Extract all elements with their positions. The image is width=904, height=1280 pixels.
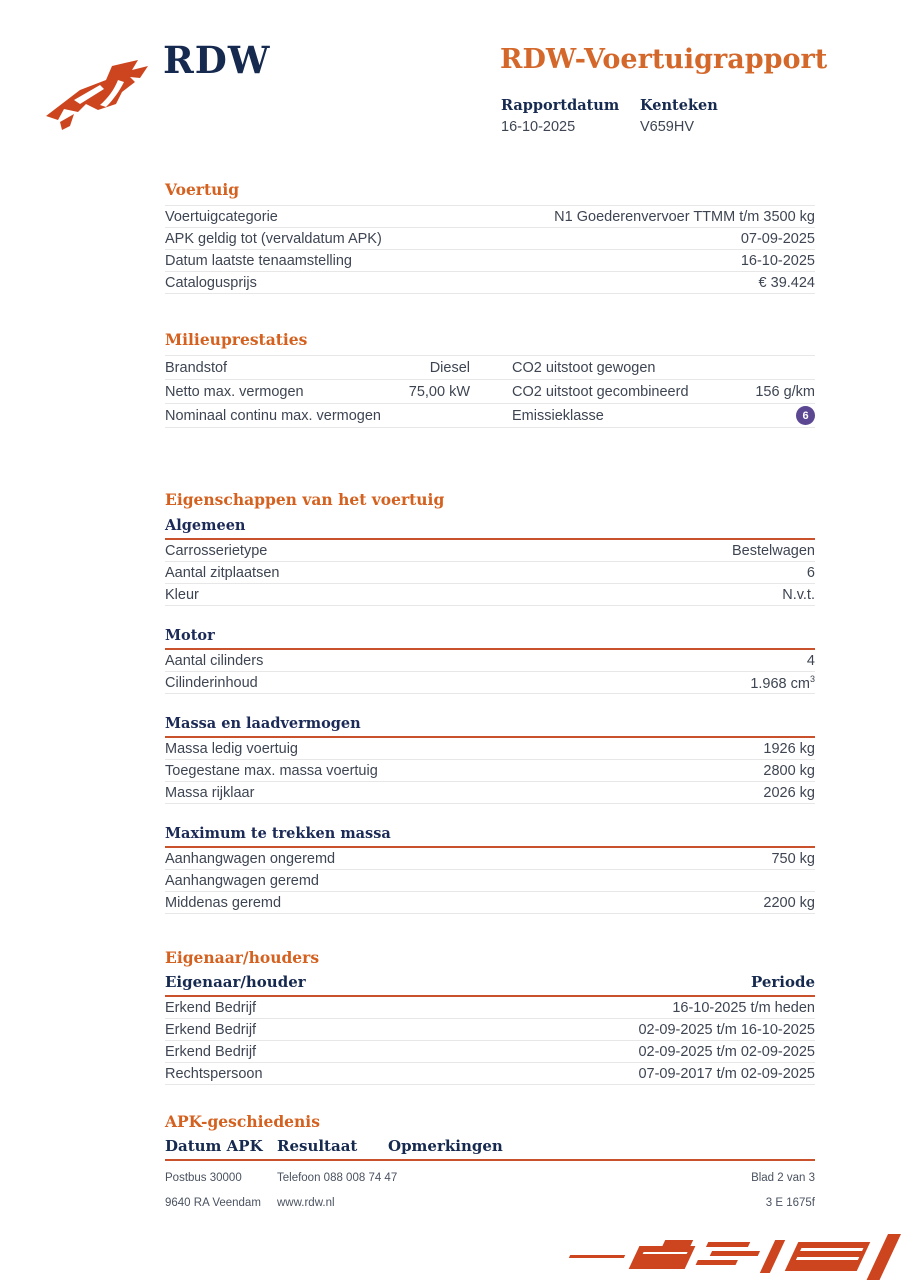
section-apk bbox=[165, 1112, 815, 1161]
rdw-logo-text: RDW bbox=[163, 38, 271, 82]
table-row bbox=[165, 1041, 815, 1063]
subsection-trekken bbox=[165, 825, 815, 914]
license-plate-value: V659HV bbox=[640, 119, 695, 135]
subsection-title: Algemeen bbox=[165, 517, 246, 534]
table-row bbox=[165, 584, 815, 606]
row-label: Massa ledig voertuig bbox=[165, 740, 298, 757]
table-row bbox=[165, 672, 815, 694]
row-label: CO2 uitstoot gecombineerd bbox=[512, 383, 689, 400]
table-row bbox=[165, 760, 815, 782]
subsection-massa bbox=[165, 715, 815, 804]
section-heading-apk: APK-geschiedenis bbox=[165, 1112, 320, 1131]
row-value: 1926 kg bbox=[763, 740, 815, 757]
row-label: Emissieklasse bbox=[512, 407, 604, 424]
row-value: 2026 kg bbox=[763, 784, 815, 801]
row-label: CO2 uitstoot gewogen bbox=[512, 359, 656, 376]
row-label: Aanhangwagen geremd bbox=[165, 872, 319, 889]
row-value: € 39.424 bbox=[758, 274, 815, 291]
row-value: 156 g/km bbox=[755, 383, 815, 400]
footer-phone: Telefoon 088 008 74 47 bbox=[277, 1172, 398, 1184]
table-row bbox=[165, 206, 815, 228]
table-row bbox=[165, 650, 815, 672]
owner-name: Erkend Bedrijf bbox=[165, 999, 257, 1016]
subsection-title: Maximum te trekken massa bbox=[165, 825, 391, 842]
row-value: 16-10-2025 bbox=[740, 252, 815, 269]
row-value: 2200 kg bbox=[763, 894, 815, 911]
license-plate-label: Kenteken bbox=[640, 97, 718, 114]
row-label: Catalogusprijs bbox=[165, 274, 257, 291]
table-row bbox=[165, 356, 815, 380]
row-label: Aanhangwagen ongeremd bbox=[165, 850, 336, 867]
section-eigenaars bbox=[165, 948, 815, 1085]
section-milieuprestaties bbox=[165, 330, 815, 428]
row-label: Carrosserietype bbox=[165, 542, 268, 559]
subsection-title: Massa en laadvermogen bbox=[165, 715, 361, 732]
column-header-owner: Eigenaar/houder bbox=[165, 973, 306, 991]
emission-class-badge: 6 bbox=[796, 406, 815, 425]
table-row bbox=[165, 1019, 815, 1041]
row-label: Toegestane max. massa voertuig bbox=[165, 762, 378, 779]
row-label: Nominaal continu max. vermogen bbox=[165, 407, 381, 424]
row-value: 1.968 $cm^3$ bbox=[750, 673, 815, 692]
section-eigenschappen bbox=[165, 490, 815, 914]
apk-table-header bbox=[165, 1137, 815, 1155]
subsection-motor bbox=[165, 627, 815, 694]
subsection-algemeen bbox=[165, 517, 815, 606]
table-row bbox=[165, 272, 815, 294]
table-row bbox=[165, 848, 815, 870]
row-value: 07-09-2025 bbox=[740, 230, 815, 247]
owners-table-header bbox=[165, 973, 815, 991]
column-header-datum-apk: Datum APK bbox=[165, 1137, 263, 1155]
section-heading-milieuprestaties: Milieuprestaties bbox=[165, 330, 308, 349]
row-value: 2800 kg bbox=[763, 762, 815, 779]
row-value: 75,00 kW bbox=[408, 383, 470, 400]
table-row bbox=[165, 404, 815, 428]
row-label: Voertuigcategorie bbox=[165, 208, 278, 225]
page-title: RDW-Voertuigrapport bbox=[500, 44, 828, 75]
row-value: Diesel bbox=[429, 359, 470, 376]
section-heading-voertuig: Voertuig bbox=[165, 180, 240, 199]
row-label: Kleur bbox=[165, 586, 199, 603]
table-row bbox=[165, 870, 815, 892]
owner-name: Rechtspersoon bbox=[165, 1065, 263, 1082]
row-label: Cilinderinhoud bbox=[165, 674, 258, 691]
section-voertuig bbox=[165, 180, 815, 294]
column-header-resultaat: Resultaat bbox=[277, 1137, 358, 1155]
row-value: N1 Goederenvervoer TTMM t/m 3500 kg bbox=[554, 208, 815, 225]
table-row bbox=[165, 540, 815, 562]
orange-rule bbox=[165, 1159, 815, 1161]
footer-website-link[interactable]: www.rdw.nl bbox=[277, 1197, 335, 1209]
row-label: Middenas geremd bbox=[165, 894, 282, 911]
row-label: Aantal zitplaatsen bbox=[165, 564, 280, 581]
row-value: N.v.t. bbox=[782, 586, 815, 603]
report-date-label: Rapportdatum bbox=[501, 97, 620, 114]
row-value: Bestelwagen bbox=[731, 542, 815, 559]
row-label: Netto max. vermogen bbox=[165, 383, 304, 400]
section-heading-eigenaars: Eigenaar/houders bbox=[165, 948, 320, 967]
row-label: Aantal cilinders bbox=[165, 652, 264, 669]
footer-doc-code: 3 E 1675f bbox=[765, 1197, 815, 1209]
rdw-wing-logo-icon bbox=[40, 52, 165, 137]
report-date-block bbox=[501, 97, 619, 135]
license-plate-block bbox=[640, 97, 718, 135]
table-row bbox=[165, 997, 815, 1019]
owner-period: 02-09-2025 t/m 02-09-2025 bbox=[638, 1043, 815, 1060]
table-row bbox=[165, 1063, 815, 1085]
table-row bbox=[165, 250, 815, 272]
footer-page-indicator: Blad 2 van 3 bbox=[751, 1172, 815, 1184]
row-label: Datum laatste tenaamstelling bbox=[165, 252, 352, 269]
row-label: Brandstof bbox=[165, 359, 228, 376]
footer-line-2 bbox=[165, 1197, 815, 1209]
owner-name: Erkend Bedrijf bbox=[165, 1021, 257, 1038]
section-heading-eigenschappen: Eigenschappen van het voertuig bbox=[165, 490, 445, 509]
footer-line-1 bbox=[165, 1172, 815, 1184]
table-row bbox=[165, 562, 815, 584]
superscript: 3 bbox=[809, 673, 815, 684]
row-value: 6 bbox=[806, 564, 815, 581]
report-date-value: 16-10-2025 bbox=[501, 119, 576, 135]
table-row bbox=[165, 228, 815, 250]
owner-name: Erkend Bedrijf bbox=[165, 1043, 257, 1060]
table-row bbox=[165, 892, 815, 914]
owner-period: 16-10-2025 t/m heden bbox=[672, 999, 815, 1016]
owner-period: 07-09-2017 t/m 02-09-2025 bbox=[638, 1065, 815, 1082]
table-row bbox=[165, 782, 815, 804]
rdw-stripes-graphic-icon bbox=[540, 1234, 904, 1280]
footer-address-line1: Postbus 30000 bbox=[165, 1172, 242, 1184]
row-label: Massa rijklaar bbox=[165, 784, 255, 801]
column-header-period: Periode bbox=[750, 973, 815, 991]
footer-address-line2: 9640 RA Veendam bbox=[165, 1197, 261, 1209]
row-value: 4 bbox=[806, 652, 815, 669]
table-row bbox=[165, 738, 815, 760]
column-header-opmerkingen: Opmerkingen bbox=[388, 1137, 503, 1155]
owner-period: 02-09-2025 t/m 16-10-2025 bbox=[638, 1021, 815, 1038]
row-value: 750 kg bbox=[771, 850, 815, 867]
subsection-title: Motor bbox=[165, 627, 215, 644]
table-row bbox=[165, 380, 815, 404]
row-label: APK geldig tot (vervaldatum APK) bbox=[165, 230, 382, 247]
